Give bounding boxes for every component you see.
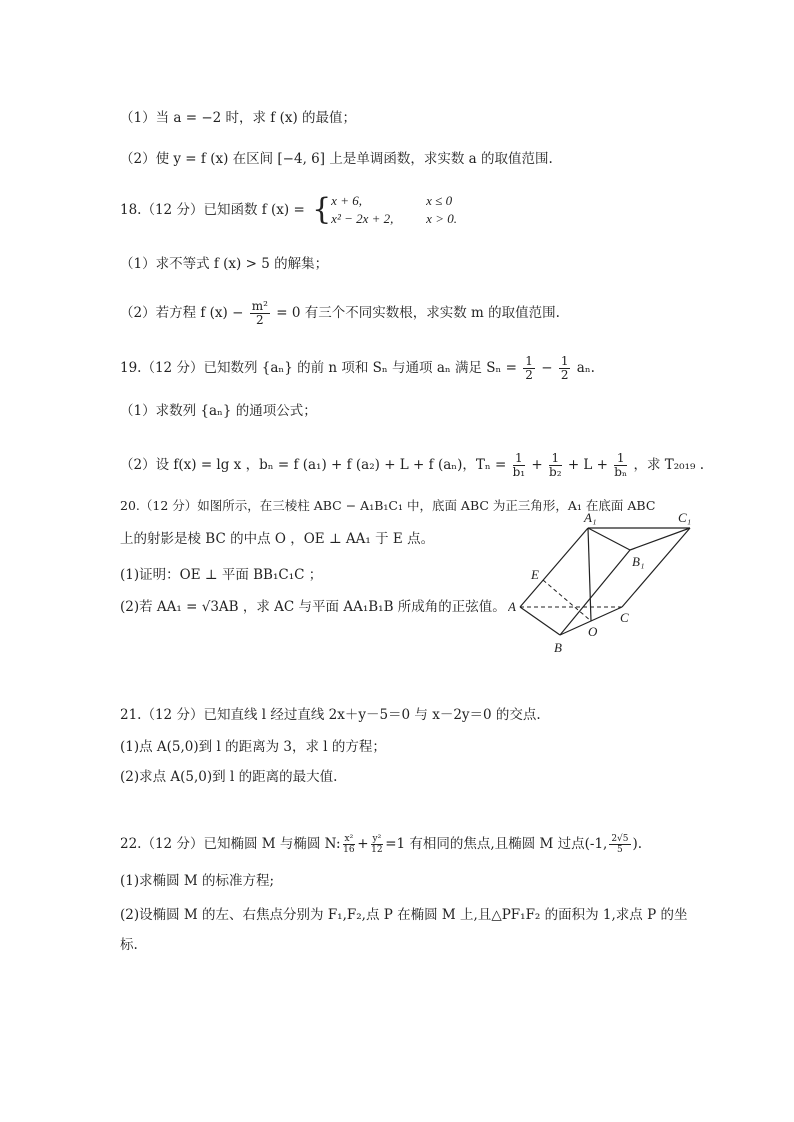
q22-stem-mid: =1 有相同的焦点,且椭圆 M 过点 xyxy=(385,836,585,852)
q22-stem-text: 22.（12 分）已知椭圆 M 与椭圆 N: xyxy=(120,836,341,852)
q19-t1-num: 1 xyxy=(513,452,526,466)
q18-fraction xyxy=(250,300,270,327)
label-c: C xyxy=(620,610,629,625)
q19-part2-end: ，求 T₂₀₁₉ . xyxy=(633,457,704,473)
q19-frac2-num: 1 xyxy=(560,354,569,368)
label-b: B xyxy=(554,640,562,655)
q22-frac-x xyxy=(343,834,356,855)
q19-t1-den: b₁ xyxy=(512,465,526,479)
q19-stem xyxy=(120,355,595,382)
q19-minus: − xyxy=(541,360,553,376)
q19-t-frac2 xyxy=(549,452,562,479)
label-a: A xyxy=(508,599,516,614)
label-e: E xyxy=(531,567,539,582)
q17-part2: （2）使 y = f (x) 在区间 [−4, 6] 上是单调函数，求实数 a 的取值范围. xyxy=(120,151,553,167)
q22-part1: (1)求椭圆 M 的标准方程; xyxy=(120,873,275,889)
q18-part2 xyxy=(120,300,560,327)
q19-part2 xyxy=(120,452,704,479)
q22-x2: x² xyxy=(344,834,354,844)
edge-ab xyxy=(520,607,560,635)
q19-stem-text: 19.（12 分）已知数列 {aₙ} 的前 n 项和 Sₙ 与通项 aₙ 满足 Sₙ = xyxy=(120,360,517,376)
q22-point-end: ). xyxy=(632,836,643,852)
q19-t3-num: 1 xyxy=(614,452,627,466)
q19-frac1-num: 1 xyxy=(525,354,533,368)
q18-frac-den: 2 xyxy=(256,313,264,327)
q22-y2: y² xyxy=(372,834,382,844)
q22-frac-y xyxy=(371,834,384,855)
label-o: O xyxy=(588,624,598,639)
q18-case2-expr: x² − 2x + 2, xyxy=(331,211,394,226)
q18-case1-expr: x + 6, xyxy=(331,193,362,208)
q19-t-ellipsis: + L + xyxy=(567,457,608,473)
label-b1: B₁ xyxy=(632,554,645,569)
q18-piecewise: { x + 6, x ≤ 0 x² − 2x + 2, x > 0. xyxy=(312,192,457,227)
q19-frac1-den: 2 xyxy=(525,368,533,382)
q22-part2-line2: 标. xyxy=(120,937,138,953)
q19-part2-text: （2）设 f(x) = lg x ，bₙ = f (a₁) + f (a₂) + L + f (aₙ)，Tₙ = xyxy=(120,457,507,473)
q18-part2-suffix: = 0 有三个不同实数根，求实数 m 的取值范围. xyxy=(276,305,560,321)
q22-stem xyxy=(120,834,642,855)
label-c1: C₁ xyxy=(678,510,692,525)
prism-figure xyxy=(508,500,698,660)
q20-stem-line2: 上的射影是棱 BC 的中点 O ，OE ⊥ AA₁ 于 E 点。 xyxy=(120,531,435,547)
q22-plus: + xyxy=(357,836,369,852)
q22-pt-den: 5 xyxy=(617,845,623,855)
q18-case1-cond: x ≤ 0 xyxy=(426,193,453,208)
q18-frac-num: m² xyxy=(251,299,268,313)
edge-a1b1 xyxy=(588,528,630,550)
q22-pt-num: 2√5 xyxy=(611,834,629,844)
q17-part1: （1）当 a = −2 时，求 f (x) 的最值； xyxy=(120,110,357,126)
q21-part2: (2)求点 A(5,0)到 l 的距离的最大值. xyxy=(120,769,338,785)
q19-t2-num: 1 xyxy=(549,452,562,466)
q18-part2-prefix: （2）若方程 f (x) − xyxy=(120,305,244,321)
q22-d16: 16 xyxy=(343,845,355,855)
q22-frac-pt xyxy=(609,834,630,855)
q22-part2-line1: (2)设椭圆 M 的左、右焦点分别为 F₁,F₂,点 P 在椭圆 M 上,且△PF₁F₂ 的面积为 1,求点 P 的坐 xyxy=(120,907,688,923)
q19-frac2-den: 2 xyxy=(560,368,569,382)
q19-part1: （1）求数列 {aₙ} 的通项公式； xyxy=(120,403,317,419)
q18-case2-cond: x > 0 xyxy=(426,211,454,226)
q18-stem-text: 18.（12 分）已知函数 f (x) = xyxy=(120,202,305,218)
q19-frac2 xyxy=(559,355,571,382)
q22-d12: 12 xyxy=(371,845,383,855)
q20-stem-line1: 20.（12 分）如图所示，在三棱柱 ABC − A₁B₁C₁ 中，底面 ABC 为正三角形，A₁ 在底面 ABC xyxy=(120,498,656,513)
q22-point-start: (-1, xyxy=(584,836,608,852)
q21-part1: (1)点 A(5,0)到 l 的距离为 3，求 l 的方程； xyxy=(120,739,386,755)
q20-part2: (2)若 AA₁ = √3AB ，求 AC 与平面 AA₁B₁B 所成角的正弦值。 xyxy=(120,599,506,615)
q18-part1: （1）求不等式 f (x) > 5 的解集； xyxy=(120,256,329,272)
q18-stem xyxy=(120,192,457,229)
q19-t-frac1 xyxy=(513,452,526,479)
label-a1: A₁ xyxy=(584,510,597,525)
segment-oe-hidden xyxy=(543,580,591,621)
q21-stem: 21.（12 分）已知直线 l 经过直线 2x＋y－5＝0 与 x－2y＝0 的交点. xyxy=(120,707,541,723)
q19-stem-end: aₙ. xyxy=(576,360,595,376)
q20-part1: (1)证明：OE ⊥ 平面 BB₁C₁C ； xyxy=(120,567,323,583)
q19-t3-den: bₙ xyxy=(614,465,628,479)
q19-t-frac3 xyxy=(614,452,627,479)
q19-t-plus: + xyxy=(531,457,543,473)
q19-t2-den: b₂ xyxy=(549,465,562,479)
q19-frac1 xyxy=(523,355,535,382)
